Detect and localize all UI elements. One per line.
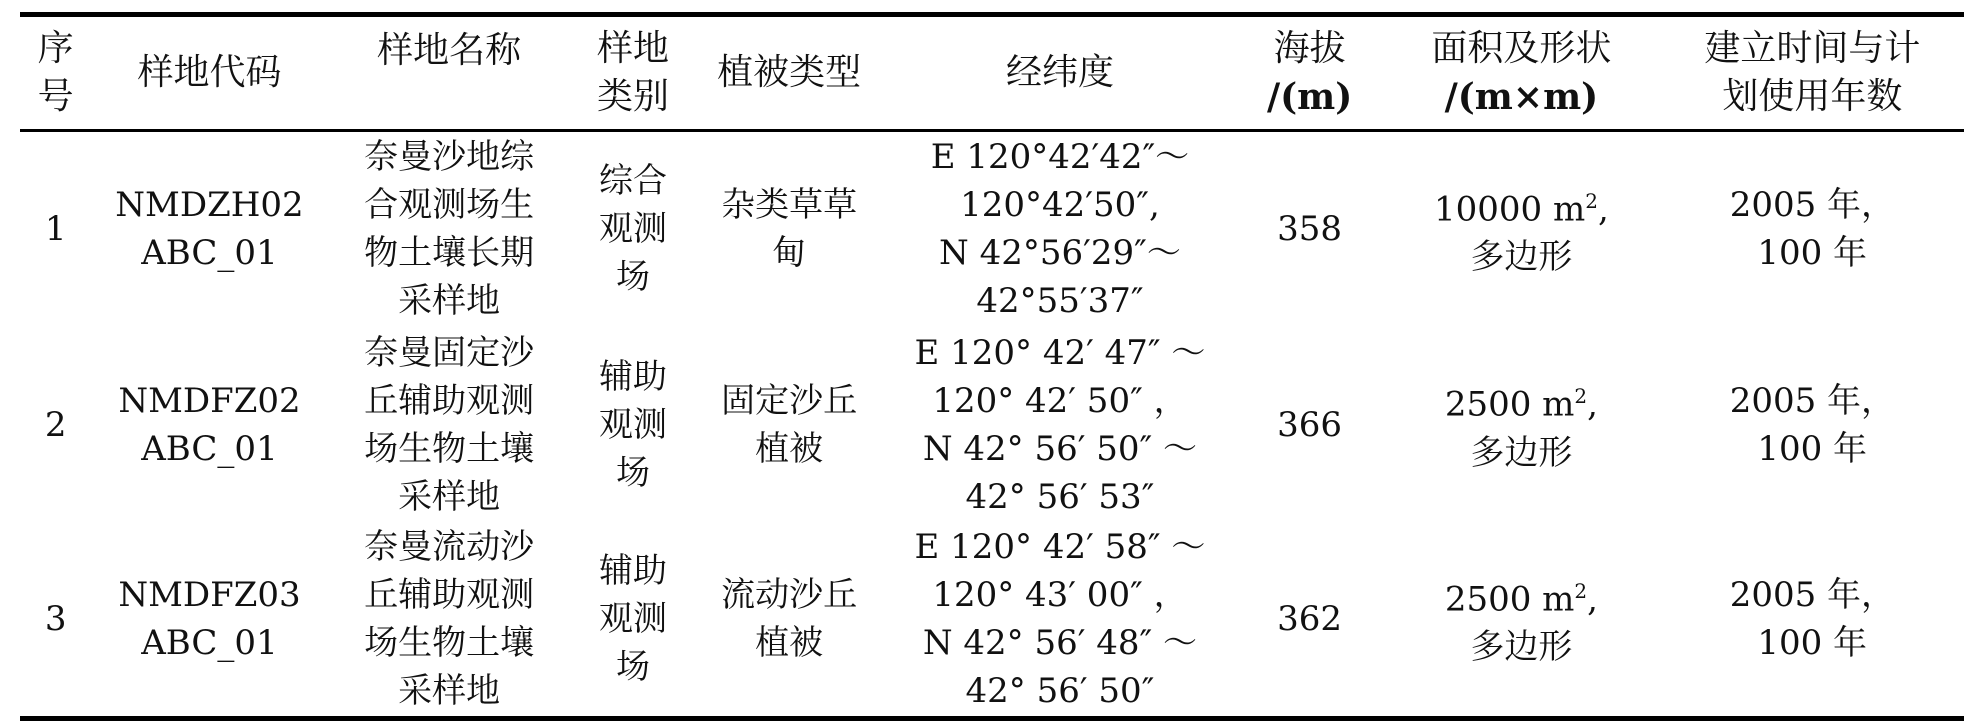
header-time-line: 划使用年数 [1722, 76, 1903, 117]
cell-name-line: 丘辅助观测 [364, 575, 535, 616]
cell-area-size [1386, 372, 1657, 428]
cell-coords-line: N 42°56′29″～ [939, 233, 1181, 274]
cell-code-line: NMDFZ02 [118, 380, 301, 421]
cell-vegetation-line: 植被 [755, 428, 824, 469]
cell-area-size [1386, 177, 1657, 233]
cell-code-line: NMDFZ03 [118, 575, 301, 616]
cell-time-year: 2005 年， [1729, 380, 1896, 421]
cell-category-line: 观测 [599, 209, 668, 250]
cell-area-num: 2500 m [1444, 579, 1575, 620]
cell-vegetation [695, 523, 882, 719]
cell-vegetation-line: 杂类草草 [721, 185, 858, 226]
header-seq [20, 15, 91, 131]
cell-code-line: ABC_01 [141, 428, 278, 469]
cell-coords-line: N 42° 56′ 50″ ～ [922, 428, 1198, 469]
cell-category-line: 场 [616, 257, 651, 298]
cell-category-line: 场 [616, 452, 651, 493]
cell-altitude: 358 [1277, 209, 1343, 250]
cell-coords-line: 42° 56′ 50″ [965, 671, 1155, 712]
header-time-line: 建立时间与计 [1704, 28, 1921, 69]
cell-coords [883, 131, 1237, 327]
cell-coords-line: 120°42′50″, [960, 185, 1160, 226]
cell-name-line: 采样地 [398, 281, 501, 322]
cell-area-tail: , [1587, 384, 1598, 425]
cell-name [328, 327, 571, 523]
cell-coords-line: E 120°42′42″～ [930, 137, 1190, 178]
cell-seq: 2 [44, 404, 67, 445]
table-row [20, 523, 1964, 719]
cell-category-line: 观测 [599, 599, 668, 640]
cell-time-year: 2005 年， [1729, 575, 1896, 616]
cell-coords-line: N 42° 56′ 48″ ～ [922, 623, 1198, 664]
cell-category [571, 327, 696, 523]
cell-code-line: NMDZH02 [115, 185, 304, 226]
header-altitude-unit: /(m) [1266, 76, 1353, 118]
header-altitude-line: 海拔 [1273, 28, 1346, 69]
cell-code [91, 523, 327, 719]
cell-vegetation [695, 131, 882, 327]
cell-category-line: 综合 [599, 161, 668, 202]
sample-plot-table-container [20, 12, 1964, 721]
cell-category-line: 辅助 [599, 551, 668, 592]
cell-coords-line: E 120° 42′ 58″ ～ [914, 527, 1206, 568]
cell-coords-line: 42° 56′ 53″ [965, 476, 1155, 517]
header-coords: 经纬度 [1005, 52, 1114, 93]
table-row [20, 327, 1964, 523]
cell-coords-line: 120° 43′ 00″ ， [932, 575, 1188, 616]
cell-category-line: 辅助 [599, 356, 668, 397]
cell-area [1382, 327, 1661, 523]
cell-vegetation-line: 甸 [772, 233, 807, 274]
cell-area-sup: 2 [1574, 384, 1588, 409]
cell-time-block [1730, 377, 1895, 473]
cell-code-line: ABC_01 [141, 233, 278, 274]
cell-name-line: 奈曼流动沙 [364, 527, 535, 568]
cell-time [1661, 523, 1964, 719]
cell-name-line: 场生物土壤 [364, 623, 535, 664]
header-area-line: 面积及形状 [1431, 28, 1612, 69]
cell-area-tail: , [1597, 189, 1609, 230]
cell-name-line: 采样地 [398, 476, 501, 517]
cell-time-years: 100 年 [1757, 623, 1868, 664]
cell-coords-line: E 120° 42′ 47″ ～ [914, 332, 1206, 373]
cell-name-line: 场生物土壤 [364, 428, 535, 469]
cell-vegetation-line: 流动沙丘 [721, 575, 858, 616]
cell-area [1382, 131, 1661, 327]
cell-name-line: 奈曼沙地综 [364, 137, 535, 178]
cell-time-block [1730, 571, 1895, 667]
cell-altitude: 362 [1277, 599, 1343, 640]
cell-time [1661, 131, 1964, 327]
cell-area-shape: 多边形 [1470, 237, 1573, 278]
cell-area-num: 2500 m [1444, 384, 1575, 425]
cell-name [328, 523, 571, 719]
cell-area-sup: 2 [1574, 579, 1588, 604]
header-category-line: 样地 [597, 28, 670, 69]
cell-coords-line: 42°55′37″ [976, 281, 1144, 322]
cell-area-num: 10000 m [1434, 189, 1586, 230]
cell-area-tail: , [1587, 579, 1598, 620]
cell-time-block [1730, 181, 1895, 277]
cell-category [571, 523, 696, 719]
cell-area [1382, 523, 1661, 719]
cell-name-line: 丘辅助观测 [364, 380, 535, 421]
cell-seq: 3 [44, 599, 67, 640]
header-seq-line: 号 [37, 76, 74, 117]
header-vegetation: 植被类型 [717, 52, 862, 93]
cell-name [328, 131, 571, 327]
cell-area-shape: 多边形 [1470, 432, 1573, 473]
header-category [571, 15, 696, 131]
cell-area-sup: 2 [1585, 189, 1598, 214]
header-name: 样地名称 [377, 30, 522, 71]
cell-name-line: 合观测场生 [364, 185, 535, 226]
cell-vegetation-line: 固定沙丘 [721, 380, 858, 421]
cell-coords-line: 120° 42′ 50″ ， [932, 380, 1188, 421]
header-row [20, 15, 1964, 131]
cell-coords [883, 523, 1237, 719]
header-area [1382, 15, 1661, 131]
cell-area-shape: 多边形 [1470, 627, 1573, 668]
cell-time-year: 2005 年， [1729, 185, 1896, 226]
cell-name-line: 采样地 [398, 671, 501, 712]
cell-area-size [1386, 567, 1657, 623]
cell-name-line: 物土壤长期 [364, 233, 535, 274]
cell-category-line: 场 [616, 647, 651, 688]
sample-plot-table [20, 12, 1964, 721]
cell-name-line: 奈曼固定沙 [364, 332, 535, 373]
cell-altitude: 366 [1277, 404, 1343, 445]
header-seq-line: 序 [37, 28, 74, 69]
cell-code [91, 327, 327, 523]
header-time [1661, 15, 1964, 131]
cell-category [571, 131, 696, 327]
cell-code [91, 131, 327, 327]
cell-time-years: 100 年 [1757, 428, 1868, 469]
cell-code-line: ABC_01 [141, 623, 278, 664]
cell-category-line: 观测 [599, 404, 668, 445]
cell-seq: 1 [44, 209, 67, 250]
header-altitude [1237, 15, 1382, 131]
cell-vegetation-line: 植被 [755, 623, 824, 664]
header-code: 样地代码 [137, 52, 282, 93]
cell-vegetation [695, 327, 882, 523]
header-category-line: 类别 [597, 76, 670, 117]
cell-time-years: 100 年 [1757, 233, 1868, 274]
cell-coords [883, 327, 1237, 523]
table-row [20, 131, 1964, 327]
cell-time [1661, 327, 1964, 523]
header-area-unit: /(m×m) [1444, 76, 1599, 118]
